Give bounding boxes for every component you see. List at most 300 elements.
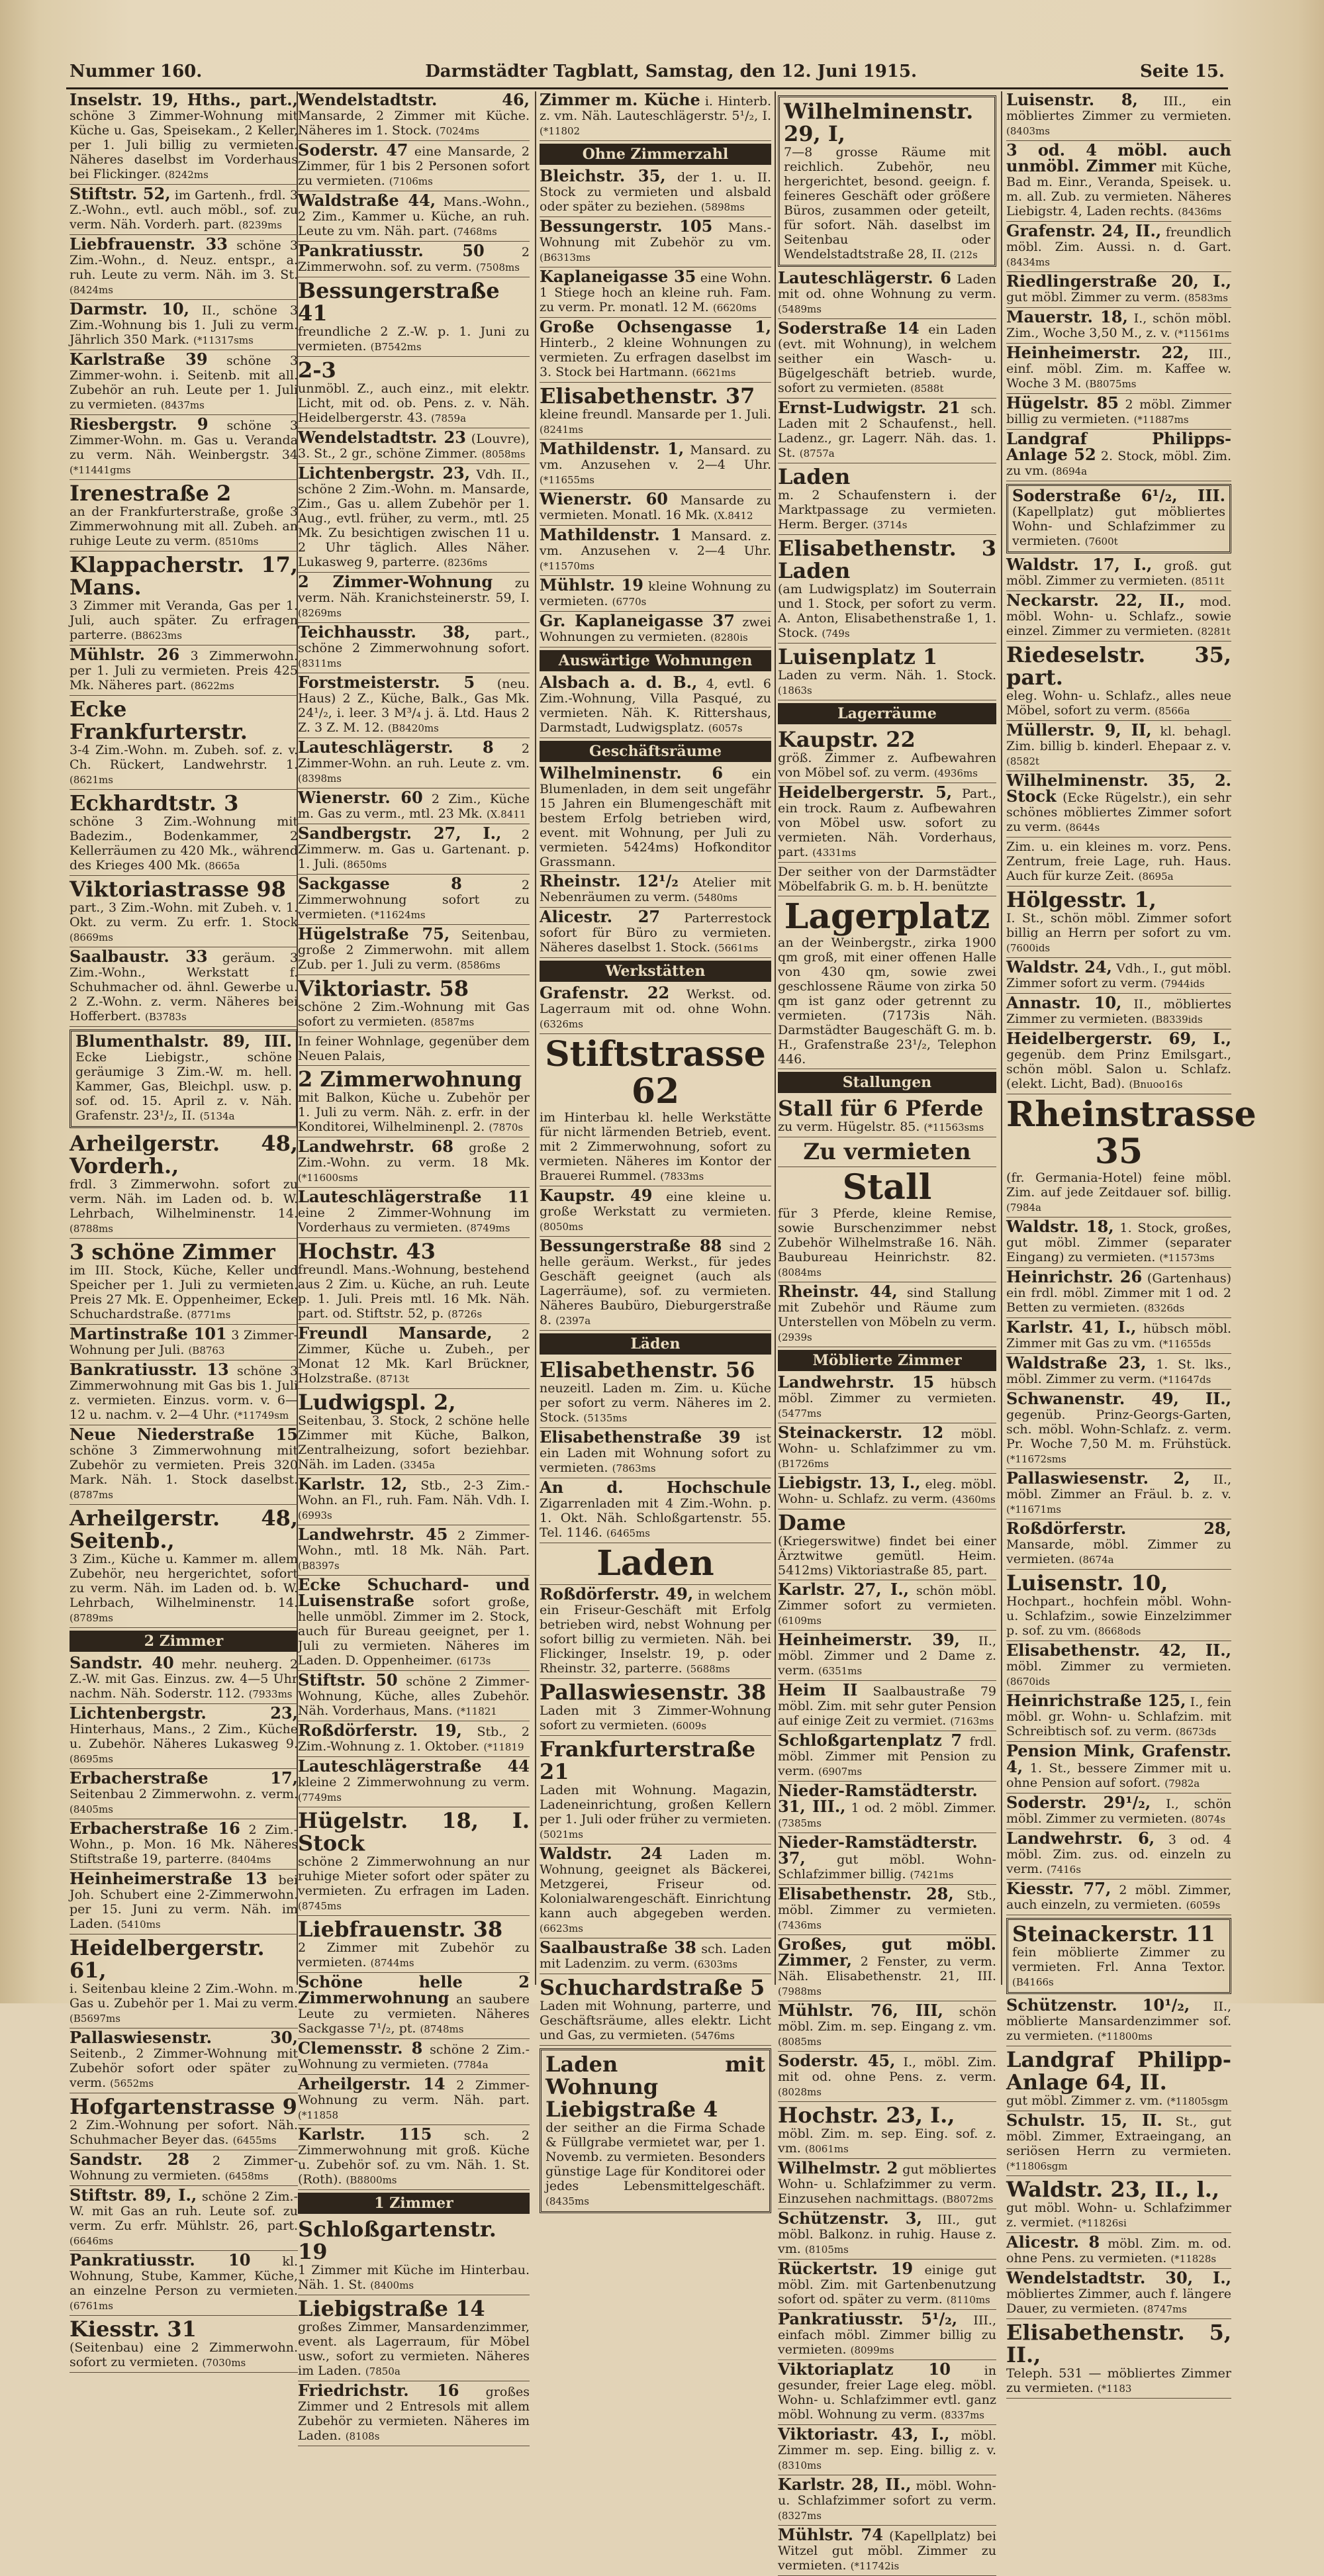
ad-text: I., schön möbl. Zimmer zu vermieten. (1006, 1797, 1231, 1826)
classified-ad (1006, 1521, 1231, 1570)
classified-ad (298, 140, 530, 191)
ad-code: (4360ms (951, 1494, 996, 1505)
classified-ad (540, 1545, 771, 1585)
ad-code: (8404ms (227, 1854, 271, 1866)
ad-address: Ecke Schuchard- und Luisenstraße (298, 1575, 530, 1610)
classified-ad (1006, 2232, 1231, 2269)
ad-code: (8582t (1006, 755, 1040, 767)
ad-address: Hölgesstr. 1, (1006, 887, 1157, 912)
ad-code: (8586ms (456, 959, 500, 971)
ad-text: im Hinterbau kl. helle Werkstätte für nicht lärmenden Betrieb, event. mit 2 Zimmerwohnung, sofort zu vermieten. Näheres im Kontor der Brauerei Rummel. (540, 1110, 771, 1183)
ad-text: sch. 2 Zimmerwohnung mit groß. Küche u. Zubehör sof. zu vm. Näh. 1. St. (Roth). (298, 2128, 530, 2187)
classified-ad (778, 728, 996, 783)
ad-code: (8099ms (850, 2344, 894, 2356)
classified-ad (778, 1582, 996, 1631)
ad-code: (6458ms (224, 2170, 269, 2182)
ad-text: im III. Stock, Küche, Keller und Speicher per 1. Juli zu vermieten. Preis 27 Mk. E. Oppenheimer, Ecke Schuchardstraße. (70, 1263, 298, 1321)
ad-address: Wilhelmstr. 2 (778, 2158, 898, 2177)
ad-text: II., möbliertes Zimmer zu vermieten. (1006, 997, 1232, 1026)
ad-code: (8405ms (70, 1803, 113, 1815)
classified-ad (70, 792, 298, 876)
ad-address: Karlstr. 12, (298, 1474, 408, 1494)
ad-address: An d. Hochschule (540, 1478, 771, 1497)
ad-address: Schöne helle 2 Zimmerwohnung (298, 1972, 530, 2007)
classified-ad (540, 907, 772, 958)
section-heading: Auswärtige Wohnungen (540, 650, 771, 671)
ad-address: Wilhelminenstr. 35, 2. Stock (1006, 771, 1231, 806)
ad-address: Luisenstr. 8, (1006, 90, 1138, 109)
ad-code: (Bnuoo16s (1129, 1078, 1183, 1090)
ad-code: (8744ms (370, 1957, 414, 1969)
ad-code: (8650ms (343, 859, 387, 871)
ad-text: 2 Zimmer mit Zubehör zu vermieten. (298, 1940, 530, 1970)
classified-ad (1006, 1918, 1231, 1994)
ad-code: (7784a (453, 2059, 489, 2071)
classified-ad (70, 184, 298, 235)
ad-code: (6455ms (232, 2134, 277, 2146)
classified-ad (540, 2048, 771, 2213)
classified-ad (1006, 1795, 1231, 1829)
ad-address: Pankratiusstr. 50 (298, 241, 485, 260)
ad-code: (5652ms (110, 2077, 154, 2089)
ad-code: (8337ms (941, 2409, 985, 2421)
ad-address: Riedeselstr. 35, part. (1006, 642, 1231, 690)
ad-address: Rheinstr. 44, (778, 1282, 898, 1301)
column-4 (778, 93, 997, 2573)
classified-ad (70, 2185, 298, 2251)
ad-address: Waldstr. 17, I., (1006, 555, 1153, 574)
column-divider (1001, 91, 1002, 1985)
ad-code: (2397a (555, 1315, 591, 1327)
ad-text: Atelier mit Nebenräumen zu verm. (540, 875, 772, 904)
classified-ad (298, 1323, 530, 1389)
ad-text: an saubere Leute zu vermieten. Näheres Sackgasse 7¹/₂, pt. (298, 1992, 530, 2036)
ad-code: (*11742is (850, 2560, 900, 2572)
ad-address: Gr. Kaplaneigasse 37 (540, 611, 735, 630)
ad-text: eine 2 Zimmer-Wohnung im Vorderhaus zu vermieten. (298, 1206, 530, 1235)
classified-ad (70, 2030, 298, 2093)
classified-ad (70, 234, 298, 300)
ad-address: Alicestr. 27 (540, 907, 661, 926)
ad-code: (5135ms (583, 1412, 628, 1424)
ad-text: kl. behagl. Zim. billig b. kinderl. Ehepaar z. v. (1006, 724, 1231, 753)
ad-text: schöne 2 Zimmerwohnung an nur ruhige Mieter sofort oder später zu vermieten. Zu erfragen im Laden. (298, 1854, 530, 1898)
ad-text: Part., ein trock. Raum z. Aufbewahren von Möbel usw. sofort zu vermieten. Näh. Vorderhaus, part. (778, 787, 996, 859)
ad-address: Mühlstr. 26 (70, 645, 180, 664)
ad-text: Hinterhaus, Mans., 2 Zim., Küche u. Zubehör. Näheres Lukasweg 9. (70, 1722, 298, 1751)
ad-text: (Seitenbau) eine 2 Zimmerwohn. sofort zu vermieten. (70, 2340, 298, 2369)
classified-ad (1006, 1267, 1231, 1318)
ad-address: Forstmeisterstr. 5 (298, 673, 475, 692)
ad-text: eleg. Wohn- u. Schlafz., alles neue Möbel, sofort zu verm. (1006, 689, 1231, 718)
classified-ad (1006, 140, 1232, 222)
ad-code: (6761ms (70, 2300, 113, 2312)
ad-code: (6059s (1186, 1899, 1221, 1911)
classified-ad (298, 1527, 530, 1576)
ad-address: Pankratiusstr. 5¹/₂, (778, 2309, 958, 2328)
ad-address: Nieder-Ramstädterstr. 31, III., (778, 1781, 978, 1816)
ad-address: Liebigstr. 13, I., (778, 1473, 921, 1492)
ad-code: (*11800ms (1097, 2030, 1153, 2042)
ad-text: an der Frankfurterstraße, große 3 Zimmerwohnung mit all. Zubeh. an ruhige Leute zu verm. (70, 504, 298, 548)
classified-ad (778, 2424, 996, 2475)
ad-code: (*11600sms (298, 1172, 358, 1184)
ad-address: Mühlstr. 19 (540, 575, 643, 595)
ad-text: möbl. Zimmer m. sep. Eing. billig z. v. (778, 2428, 996, 2457)
ad-address: Erbacherstraße 16 (70, 1819, 240, 1838)
ad-address: Kaupstr. 49 (540, 1186, 653, 1205)
classified-ad (1006, 593, 1231, 642)
ad-code: (8771ms (187, 1309, 231, 1321)
ad-text: hübsch möbl. Zimmer zu vermieten. (778, 1376, 997, 1406)
ad-code: (8665a (205, 860, 240, 872)
ad-address: Heinrichstraße 125, (1006, 1691, 1186, 1710)
classified-ad (1006, 957, 1232, 994)
ad-address: Schuchardstraße 5 (540, 1975, 765, 2000)
ad-code: (B8763 (188, 1345, 225, 1357)
ad-code: (*11802 (540, 125, 581, 137)
classified-ad (540, 1480, 771, 1543)
ad-address: Soderstr. 45, (778, 2051, 896, 2070)
ad-text: schöne 2 Zim.-W. mit Gas an ruh. Leute sof. zu verm. Zu erfr. Mühlstr. 26, part. (70, 2189, 298, 2233)
classified-ad (1006, 1879, 1231, 1915)
classified-ad (778, 785, 996, 863)
ad-code: (8105ms (804, 2244, 849, 2256)
ad-address: Elisabethenstr. 42, II., (1006, 1641, 1231, 1660)
classified-ad (298, 90, 530, 141)
classified-ad (540, 575, 771, 612)
ad-code: (8726s (448, 1308, 483, 1320)
ad-address: Ludwigspl. 2, (298, 1390, 456, 1415)
ad-address: Kaplaneigasse 35 (540, 267, 696, 286)
ad-address: Landgraf Philipp-Anlage 64, II. (1006, 2047, 1231, 2095)
ad-text: I. St., schön möbl. Zimmer sofort billig an Herrn per sofort zu vm. (1006, 911, 1231, 940)
ad-text: schöne 3 Zimmerwohnung mit Gas bis 1. Juli z. vermieten. Einzus. vorm. v. 6—12 u. nachm. v. 2—4 Uhr. (70, 1364, 298, 1422)
ad-address: Mauerstr. 18, (1006, 307, 1128, 326)
ad-code: (B3783s (145, 1011, 187, 1023)
classified-ad (540, 1976, 771, 2046)
ad-text: einige gut möbl. Zim. mit Gartenbenutzung sofort od. später zu verm. (778, 2263, 996, 2307)
ad-code: (8673ds (1175, 1726, 1217, 1738)
ad-text: kleine Wohnung zu vermieten. (540, 579, 771, 608)
ad-address: Viktoriaplatz 10 (778, 2360, 951, 2379)
classified-ad (778, 865, 996, 896)
ad-code: (7850a (365, 2365, 401, 2377)
ad-code: (8713t (375, 1373, 409, 1385)
ad-address: Grafenstr. 24, II., (1006, 221, 1162, 240)
classified-ad (778, 645, 996, 700)
classified-ad (778, 1284, 996, 1347)
ad-text: Laden mit Wohnung, parterre, und Geschäftsräume, alles elektr. Licht und Gas, zu vermieten. (540, 1999, 771, 2042)
section-heading: 2 Zimmer (70, 1631, 298, 1652)
ad-code: (7933ms (248, 1688, 293, 1700)
ad-address: Blumenthalstr. 89, III. (75, 1031, 292, 1051)
ad-code: (6907ms (818, 1766, 863, 1778)
classified-ad (298, 874, 530, 925)
ad-text: i. Seitenbau kleine 2 Zim.-Wohn. m. Gas u. Zubehör per 1. Mai zu verm. (70, 1981, 298, 2011)
classified-ad (70, 1362, 298, 1425)
ad-code: (B4166s (1012, 1976, 1054, 1988)
ad-text: 3 Zimmerwohn. per 1. Juli zu vermieten. Preis 425 Mk. Näheres part. (70, 649, 299, 692)
ad-address: Kiesstr. 77, (1006, 1879, 1111, 1898)
classified-ad (298, 2074, 530, 2125)
ad-address: Waldstraße 44, (298, 191, 436, 210)
classified-ad (70, 2318, 298, 2373)
classified-ad (1006, 1094, 1256, 1217)
ad-address: Stiftstr. 50 (298, 1670, 398, 1690)
ad-code: (7436ms (778, 1919, 822, 1931)
classified-ad (778, 1934, 996, 2001)
classified-ad (1006, 993, 1232, 1029)
classified-ad (298, 279, 530, 357)
ad-code: (5661ms (714, 942, 759, 954)
classified-ad (778, 2259, 996, 2310)
classified-ad (1006, 1693, 1231, 1742)
ad-text: 1. St., bessere Zimmer mit u. ohne Pension auf sofort. (1006, 1761, 1231, 1790)
ad-text: 2 Zim., Küche m. Gas zu verm., mtl. 23 Mk. (298, 792, 530, 821)
ad-code: (7984a (1006, 1202, 1041, 1214)
ad-text: 7—8 grosse Räume mit reichlich. Zubehör, neu hergerichtet, besond. geeign. f. feineres Geschäft oder größere Büros, zusammen oder geteilt, für sofort. Näh. daselbst im Seitenbau oder Wendelstadtstraße 28, II. (784, 145, 990, 262)
classified-ad (1006, 839, 1231, 886)
ad-address: Hochstr. 43 (298, 1239, 436, 1264)
ad-code: (7106ms (389, 175, 433, 187)
ad-address: Hügelstr. 85 (1006, 393, 1119, 412)
ad-code: (8437ms (160, 399, 205, 411)
ad-text: schön möbl. Zimmer sofort zu vermieten. (778, 1584, 997, 1613)
ad-text: möbl. Zimmer zu vermieten. (1006, 1659, 1231, 1674)
ad-address: Nieder-Ramstädterstr. 37, (778, 1833, 978, 1868)
classified-ad (1006, 484, 1231, 553)
ad-address: Stiftstr. 89, I., (70, 2185, 197, 2205)
ad-code: (8695ms (70, 1753, 113, 1765)
ad-code: (8587ms (430, 1016, 475, 1028)
section-heading: 1 Zimmer (298, 2193, 530, 2214)
ad-text: part., schöne 2 Zimmerwohnung sofort. (298, 626, 530, 655)
classified-ad (298, 241, 530, 277)
ad-text: Seitenb., 2 Zimmer-Wohnung mit Zubehör sofort oder später zu verm. (70, 2046, 298, 2090)
ad-code: (8424ms (70, 284, 113, 296)
ad-address: Lauteschlägerstr. 6 (778, 268, 951, 287)
ad-text: Laden m. Wohnung, geeignet als Bäckerei, Metzgerei, Friseur od. Kolonialwarengeschäft. Einrichtung kann auch abgegeben werden. (540, 1848, 771, 1921)
classified-ad (1006, 888, 1231, 958)
ad-address: Zimmer m. Küche (540, 90, 700, 109)
classified-ad (70, 1324, 298, 1360)
ad-text: fein möblierte Zimmer zu vermieten. Frl. Anna Textor. (1012, 1945, 1225, 1974)
ad-code: (*11647ds (1158, 1374, 1211, 1386)
ad-text: (Ecke Rügelstr.), ein sehr schönes möbliertes Zimmer sofort zu verm. (1006, 790, 1231, 834)
ad-address: Elisabethenstr. 5, II., (1006, 2320, 1231, 2367)
ad-code: (8242ms (164, 169, 209, 181)
ad-address: Steinackerstr. 12 (778, 1423, 944, 1442)
ad-address: Viktoriastr. 58 (298, 976, 469, 1001)
ad-text: I., schön möbl. Zim., Woche 3,50 M., z. v. (1006, 311, 1232, 340)
ad-address: Waldstr. 18, (1006, 1217, 1114, 1236)
classified-ad (778, 95, 996, 267)
ad-text: sch. Laden mit Ladenzim. zu verm. (540, 1942, 771, 1971)
ad-text: St., gut möbl. Zimmer, Extraeingang, an seriösen Herrn zu vermieten. (1006, 2115, 1231, 2158)
ad-code: (6009s (672, 1720, 707, 1732)
ad-address: Karlstr. 41, I., (1006, 1317, 1137, 1337)
ad-address: Pallaswiesenstr. 2, (1006, 1468, 1190, 1488)
ad-text: gegenüb. dem Prinz Emilsgart., schön möbl. Salon u. Schlafz. (elekt. Licht, Bad). (1006, 1047, 1231, 1091)
classified-ad (540, 983, 771, 1034)
classified-ad (1006, 1317, 1231, 1354)
ad-text: freundliche 2 Z.-W. p. 1. Juni zu vermieten. (298, 324, 530, 354)
ad-address: Heidelbergerstr. 61, (70, 1935, 265, 1983)
ad-code: (5688ms (686, 1663, 730, 1675)
newspaper-masthead: Darmstädter Tagblatt, Samstag, den 12. Juni 1915. (425, 62, 918, 81)
classified-ad (1006, 2268, 1231, 2319)
ad-address: Landgraf Philipps-Anlage 52 (1006, 429, 1231, 464)
classified-ad (1006, 2321, 1231, 2399)
classified-ad (540, 611, 771, 647)
ad-text: freundlich möbl. Zim. Aussi. n. d. Gart. (1006, 225, 1231, 254)
ad-code: (8403ms (1006, 125, 1050, 137)
ad-code: (7833ms (660, 1170, 704, 1182)
ad-text: Zigarrenladen mit 4 Zim.-Wohn. p. 1. Okt. Näh. Schloßgartenstr. 55. Tel. 1146. (540, 1496, 771, 1540)
ad-code: (5477ms (778, 1407, 822, 1419)
ad-address: Waldstr. 24, (1006, 957, 1112, 977)
ad-text: Werkst. od. Lagerraum mit od. ohne Wohn. (540, 987, 771, 1016)
ad-text: (Kriegerswitwe) findet bei einer Ärztwitwe gemütl. Heim. 5412ms) Viktoriastraße 85, part. (778, 1534, 996, 1578)
ad-code: (8789ms (70, 1612, 113, 1624)
ad-code: (6303ms (694, 1958, 737, 1970)
ad-address: Dame (778, 1510, 846, 1535)
ad-address: Rheinstr. 12¹/₂ (540, 871, 679, 890)
ad-address: Schützenstr. 10¹/₂, (1006, 1995, 1190, 2015)
classified-ad (1006, 1389, 1231, 1469)
ad-text: kleine freundl. Mansarde per 1. Juli. (540, 407, 771, 422)
classified-ad (70, 1132, 298, 1239)
ad-code: (B7542ms (370, 341, 422, 353)
ad-code: (B8623ms (130, 630, 182, 642)
ad-code: (8434ms (1006, 256, 1050, 268)
classified-ad (70, 1869, 298, 1934)
classified-ad (1006, 1741, 1231, 1793)
classified-ad (298, 1034, 530, 1066)
classified-ad (778, 2104, 996, 2159)
classified-ad (298, 193, 530, 242)
ad-code: (6646ms (70, 2235, 113, 2247)
ad-text: Seitenbau, große 2 Zimmerwohn. mit allem Zub. per 1. Juli zu verm. (298, 928, 530, 972)
ad-code: (B8339ids (1151, 1014, 1203, 1026)
ad-address: Ecke Frankfurterstr. (70, 696, 248, 744)
ad-code: (8588t (910, 383, 944, 395)
classified-ad (298, 1756, 530, 1807)
classified-ad (298, 622, 530, 673)
classified-ad (778, 1733, 996, 1782)
column-divider (775, 91, 776, 1985)
ad-address: Soderstraße 14 (778, 318, 920, 338)
ad-address: Sandbergstr. 27, I., (298, 824, 502, 843)
ad-code: (8084ms (778, 1266, 822, 1278)
ad-code: (8644s (1065, 822, 1100, 834)
ad-address: Eckhardtstr. 3 (70, 790, 239, 816)
ad-address: Müllerstr. 9, II, (1006, 720, 1152, 739)
ad-code: (*11672sms (1006, 1453, 1066, 1465)
ad-address: Saalbaustraße 38 (540, 1938, 696, 1957)
ad-code: (749s (822, 628, 850, 640)
classified-ad (540, 1036, 771, 1186)
classified-ad (298, 924, 530, 975)
classified-ad (298, 572, 530, 623)
ad-text: (neu. Haus) 2 Z., Küche, Balk., Gas Mk. 24¹/₂, i. leer. 3 M³/₄ j. ä. Ltd. Haus 2 Z. 3 Z. M. 12. (298, 677, 530, 735)
ad-text: 2 Zimmer-Wohnung zu verm. Näh. part. (298, 2078, 530, 2107)
ad-code: (6173s (456, 1655, 491, 1667)
classified-ad (778, 898, 996, 1069)
ad-text: II., möbl. Zimmer und 2 Dame z. verm. (778, 1634, 996, 1678)
ad-code: (8695a (1138, 871, 1174, 883)
classified-ad (298, 430, 530, 464)
ad-text: Laden mit od. ohne Wohnung zu verm. (778, 272, 996, 301)
ad-text: Mans.-Wohnung mit Zubehör zu vm. (540, 220, 771, 250)
ad-address: Wendelstadtstr. 30, I., (1006, 2268, 1231, 2287)
classified-ad (298, 463, 530, 573)
ad-address: Erbacherstraße 17, (70, 1768, 298, 1788)
ad-text: Ecke Liebigstr., schöne geräumige 3 Zim.-W. m. hell. Kammer, Gas, Bleichpl. usw. p. sof. od. 15. April z. v. Näh. Grafenstr. 23¹/₂, II. (75, 1050, 292, 1123)
classified-ad (778, 1781, 997, 1833)
ad-code: (*11826si (1078, 2217, 1127, 2229)
ad-text: schöne 3 Zim.-Wohnung mit Badezim., Bodenkammer, 2 Kellerräumen zu 420 Mk., während des Krieges 400 Mk. (70, 814, 298, 873)
ad-code: (8327ms (778, 2510, 822, 2522)
ad-code: (7024ms (436, 125, 480, 137)
ad-text: schöne 3 Zim.-Wohn., d. Neuz. entspr., a. ruh. Leute zu verm. Näh. im 3. St. (70, 238, 298, 282)
ad-code: (7163ms (950, 1715, 994, 1727)
ad-code: (*11749sm (234, 1409, 289, 1421)
classified-ad (778, 2477, 996, 2526)
ad-address: Sackgasse 8 (298, 874, 462, 893)
ad-address: Neckarstr. 22, II., (1006, 591, 1186, 610)
ad-text: II., schöne 3 Zim.-Wohnung bis 1. Juli zu verm. Jährlich 350 Mark. (70, 303, 299, 347)
ad-text: (Gartenhaus) ein frdl. möbl. Zimmer mit 1 od. 2 Betten zu vermieten. (1006, 1271, 1231, 1315)
classified-ad (1006, 429, 1231, 481)
ad-text: hübsch möbl. Zimmer mit Gas zu vm. (1006, 1321, 1231, 1351)
ad-text: schöne 2 Zimmer-Wohnung, Küche, alles Zubehör. Näh. Vorderhaus, Mans. (298, 1674, 530, 1718)
classified-ad (1006, 557, 1231, 591)
ad-code: (*11887ms (1133, 414, 1189, 426)
classified-ad (298, 1240, 530, 1324)
ad-code: (*11624ms (370, 909, 426, 921)
ad-text: ist ein Laden mit Wohnung sofort zu vermieten. (540, 1431, 771, 1475)
ad-text: i. Hinterb. z. vm. Näh. Lauteschlägerstr. 5¹/₂, I. (540, 94, 771, 123)
ad-address: Arheilgerstr. 48, Vorderh., (70, 1131, 298, 1178)
ad-address: Heinrichstr. 26 (1006, 1267, 1143, 1286)
ad-code: (7859a (431, 412, 467, 424)
ad-text: (Kapellplatz) gut möbliertes Wohn- und Schlafzimmer zu vermieten. (1012, 504, 1225, 548)
ad-code: (7988ms (778, 1985, 822, 1997)
column-3 (540, 90, 772, 2207)
ad-code: (5480ms (694, 892, 738, 904)
ad-text: Der seither von der Darmstädter Möbelfabrik G. m. b. H. benützte (778, 865, 996, 894)
ad-address: Pallaswiesenstr. 30, (70, 2028, 298, 2047)
ad-code: (8670ids (1006, 1676, 1051, 1688)
ad-address: Grafenstr. 22 (540, 983, 670, 1002)
ad-code: (6770s (612, 596, 647, 608)
ad-address: Friedrichstr. 16 (298, 2381, 459, 2400)
column-2 (298, 90, 530, 2443)
ad-text: schön möbl. Zim. m. sep. Eingang z. vm. (778, 2005, 996, 2034)
ad-text: ein Blumenladen, in dem seit ungefähr 15 Jahren ein Blumengeschäft mit bestem Erfolg betrieben wird, event. mit Wohnung, per Juli zu vermieten. 5424ms) Hofkonditor Grassmann. (540, 767, 771, 869)
ad-code: (B8420ms (387, 722, 439, 734)
section-heading: Lagerräume (778, 703, 996, 724)
ad-text: in welchem ein Friseur-Geschäft mit Erfolg betrieben wird, nebst Wohnung per sofort billig zu vermieten. Näh. bei Flickinger, Inselstr. 19, p. oder Rheinstr. 32, parterre. (540, 1588, 771, 1676)
ad-headline: Lagerplatz (784, 896, 990, 937)
ad-address: Heinheimerstraße 13 (70, 1869, 267, 1888)
classified-ad (70, 647, 298, 696)
ad-text: mit Küche, Bad m. Einr., Veranda, Speisek. u. m. all. Zub. zu vermieten. Näheres Liebigstr. 4, Laden rechts. (1006, 160, 1232, 218)
classified-ad (70, 878, 298, 947)
ad-code: (8028ms (778, 2086, 822, 2098)
